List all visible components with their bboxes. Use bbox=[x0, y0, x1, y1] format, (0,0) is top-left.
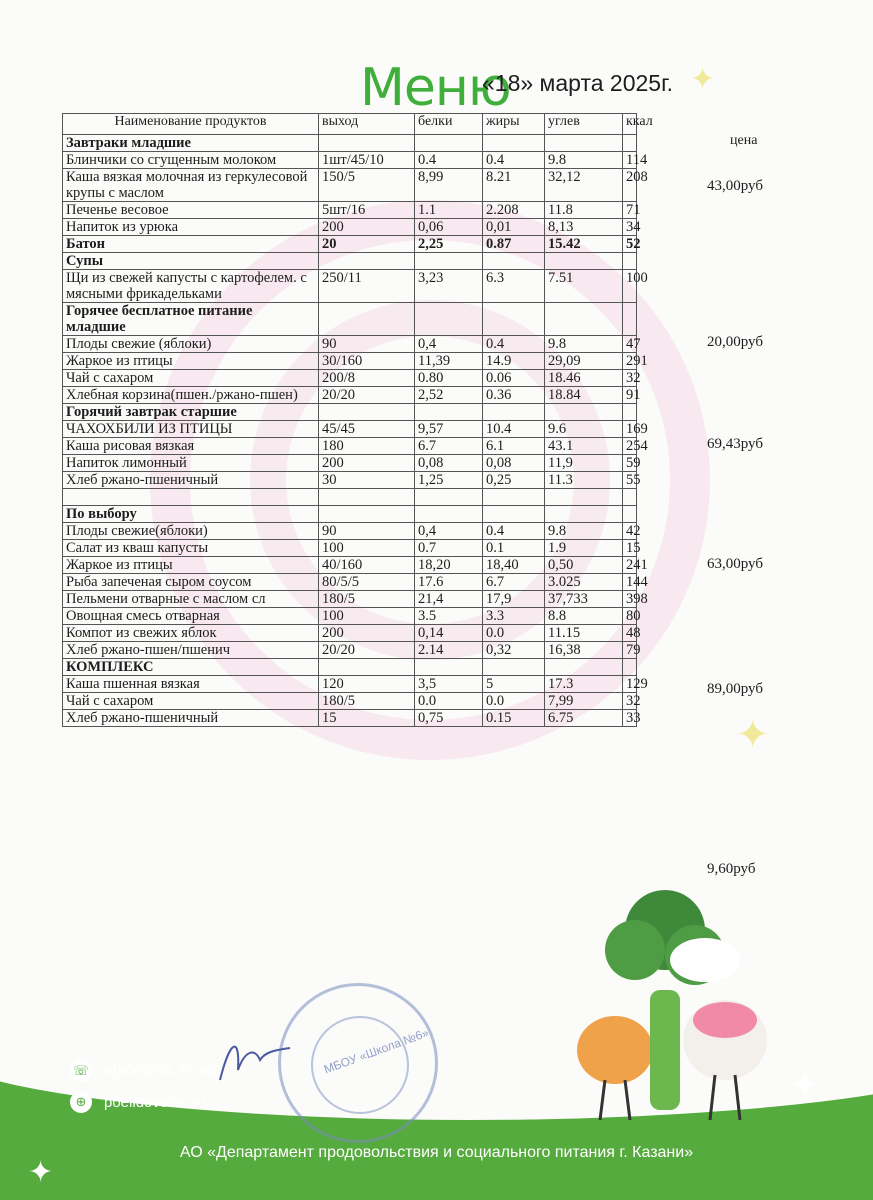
portion: 100 bbox=[319, 608, 415, 625]
section-title: По выбору bbox=[63, 506, 319, 523]
table-row bbox=[63, 202, 637, 219]
section-row bbox=[63, 506, 637, 523]
table-row bbox=[63, 370, 637, 387]
col-header: углев bbox=[545, 114, 623, 135]
contact-site bbox=[70, 1091, 206, 1113]
protein: 2,52 bbox=[415, 387, 483, 404]
section-row bbox=[63, 404, 637, 421]
section-title: КОМПЛЕКС bbox=[63, 659, 319, 676]
section-title: Завтраки младшие bbox=[63, 135, 319, 152]
kcal: 59 bbox=[623, 455, 637, 472]
fat: 0.4 bbox=[483, 523, 545, 540]
fat: 0.1 bbox=[483, 540, 545, 557]
fat: 8.21 bbox=[483, 169, 545, 202]
carbs: 16,38 bbox=[545, 642, 623, 659]
portion: 20/20 bbox=[319, 387, 415, 404]
section-title: Супы bbox=[63, 253, 319, 270]
protein: 21,4 bbox=[415, 591, 483, 608]
empty-cell bbox=[319, 253, 415, 270]
carbs: 8,13 bbox=[545, 219, 623, 236]
portion: 30 bbox=[319, 472, 415, 489]
portion: 100 bbox=[319, 540, 415, 557]
empty-cell bbox=[545, 253, 623, 270]
fat: 17,9 bbox=[483, 591, 545, 608]
kcal: 398 bbox=[623, 591, 637, 608]
kcal: 254 bbox=[623, 438, 637, 455]
dish-name: Печенье весовое bbox=[63, 202, 319, 219]
dish-name: Пельмени отварные с маслом сл bbox=[63, 591, 319, 608]
fat: 6.3 bbox=[483, 270, 545, 303]
table-row bbox=[63, 574, 637, 591]
protein: 0.0 bbox=[415, 693, 483, 710]
kcal: 32 bbox=[623, 370, 637, 387]
site-link[interactable]: poelidovolen.ru bbox=[104, 1093, 206, 1111]
protein: 2,25 bbox=[415, 236, 483, 253]
carbs: 11.15 bbox=[545, 625, 623, 642]
menu-date: «18» марта 2025г. bbox=[482, 70, 674, 96]
dish-name: Компот из свежих яблок bbox=[63, 625, 319, 642]
portion: 180/5 bbox=[319, 591, 415, 608]
carbs: 37,733 bbox=[545, 591, 623, 608]
dish-name: Овощная смесь отварная bbox=[63, 608, 319, 625]
fat: 5 bbox=[483, 676, 545, 693]
kcal: 291 bbox=[623, 353, 637, 370]
carbs: 17.3 bbox=[545, 676, 623, 693]
table-row bbox=[63, 336, 637, 353]
protein: 0,4 bbox=[415, 523, 483, 540]
dish-name: Хлеб ржано-пшен/пшенич bbox=[63, 642, 319, 659]
portion: 5шт/16 bbox=[319, 202, 415, 219]
fat: 6.7 bbox=[483, 574, 545, 591]
protein: 1,25 bbox=[415, 472, 483, 489]
menu-table bbox=[62, 113, 653, 727]
empty-cell bbox=[623, 404, 637, 421]
price-value: 9,60руб bbox=[707, 861, 756, 877]
kcal: 55 bbox=[623, 472, 637, 489]
table-row bbox=[63, 236, 637, 253]
protein: 18,20 bbox=[415, 557, 483, 574]
sparkle-icon: ✦ bbox=[736, 712, 770, 758]
dish-name: Каша пшенная вязкая bbox=[63, 676, 319, 693]
fat: 0.06 bbox=[483, 370, 545, 387]
carbs: 11,9 bbox=[545, 455, 623, 472]
empty-cell bbox=[623, 659, 637, 676]
dish-name: Плоды свежие(яблоки) bbox=[63, 523, 319, 540]
fat: 0.4 bbox=[483, 336, 545, 353]
dish-name: Блинчики со сгущенным молоком bbox=[63, 152, 319, 169]
fat: 0,32 bbox=[483, 642, 545, 659]
fat: 14.9 bbox=[483, 353, 545, 370]
empty-cell bbox=[415, 489, 483, 506]
empty-cell bbox=[623, 489, 637, 506]
protein: 9,57 bbox=[415, 421, 483, 438]
table-row bbox=[63, 591, 637, 608]
dish-name: Каша вязкая молочная из геркулесовой крупы с маслом bbox=[63, 169, 319, 202]
dish-name: Напиток лимонный bbox=[63, 455, 319, 472]
globe-icon: ⊕ bbox=[70, 1091, 92, 1113]
carbs: 1.9 bbox=[545, 540, 623, 557]
kcal: 47 bbox=[623, 336, 637, 353]
kcal: 33 bbox=[623, 710, 637, 727]
portion: 150/5 bbox=[319, 169, 415, 202]
portion: 200 bbox=[319, 219, 415, 236]
fat: 3.3 bbox=[483, 608, 545, 625]
fat: 0,25 bbox=[483, 472, 545, 489]
carbs: 7,99 bbox=[545, 693, 623, 710]
carbs: 43.1 bbox=[545, 438, 623, 455]
portion: 250/11 bbox=[319, 270, 415, 303]
col-header: ккал bbox=[623, 114, 637, 135]
dish-name: Каша рисовая вязкая bbox=[63, 438, 319, 455]
kcal: 80 bbox=[623, 608, 637, 625]
empty-cell bbox=[319, 659, 415, 676]
fat: 0.4 bbox=[483, 152, 545, 169]
portion: 45/45 bbox=[319, 421, 415, 438]
empty-cell bbox=[415, 253, 483, 270]
protein: 0,08 bbox=[415, 455, 483, 472]
section-row bbox=[63, 303, 637, 336]
table-row bbox=[63, 169, 637, 202]
fat: 0.0 bbox=[483, 625, 545, 642]
protein: 17.6 bbox=[415, 574, 483, 591]
carbs: 11.8 bbox=[545, 202, 623, 219]
price-value: 43,00руб bbox=[707, 178, 763, 194]
table-row bbox=[63, 693, 637, 710]
carbs: 6.75 bbox=[545, 710, 623, 727]
kcal: 71 bbox=[623, 202, 637, 219]
empty-cell bbox=[319, 506, 415, 523]
sparkle-icon: ✦ bbox=[790, 1065, 821, 1106]
portion: 80/5/5 bbox=[319, 574, 415, 591]
section-title: Горячее бесплатное питание младшие bbox=[63, 303, 319, 336]
empty-cell bbox=[545, 489, 623, 506]
table-row bbox=[63, 438, 637, 455]
portion: 90 bbox=[319, 336, 415, 353]
school-stamp bbox=[278, 983, 438, 1143]
table-row bbox=[63, 540, 637, 557]
kcal: 144 bbox=[623, 574, 637, 591]
carbs: 0,50 bbox=[545, 557, 623, 574]
protein: 0,14 bbox=[415, 625, 483, 642]
kcal: 169 bbox=[623, 421, 637, 438]
empty-cell bbox=[319, 404, 415, 421]
col-header: Наименование продуктов bbox=[63, 114, 319, 135]
kcal: 42 bbox=[623, 523, 637, 540]
protein: 1.1 bbox=[415, 202, 483, 219]
dish-name: Чай с сахаром bbox=[63, 370, 319, 387]
empty-cell bbox=[545, 303, 623, 336]
table-row bbox=[63, 625, 637, 642]
kcal: 79 bbox=[623, 642, 637, 659]
portion: 180 bbox=[319, 438, 415, 455]
empty-cell bbox=[415, 506, 483, 523]
carbs: 11.3 bbox=[545, 472, 623, 489]
sparkle-icon: ✦ bbox=[28, 1155, 54, 1190]
empty-cell bbox=[483, 303, 545, 336]
carbs: 32,12 bbox=[545, 169, 623, 202]
dish-name: Напиток из урюка bbox=[63, 219, 319, 236]
col-header: выход bbox=[319, 114, 415, 135]
dish-name: Чай с сахаром bbox=[63, 693, 319, 710]
fat: 2.208 bbox=[483, 202, 545, 219]
kcal: 32 bbox=[623, 693, 637, 710]
portion: 30/160 bbox=[319, 353, 415, 370]
empty-cell bbox=[63, 489, 319, 506]
empty-cell bbox=[623, 506, 637, 523]
protein: 6.7 bbox=[415, 438, 483, 455]
empty-cell bbox=[483, 506, 545, 523]
dish-name: ЧАХОХБИЛИ ИЗ ПТИЦЫ bbox=[63, 421, 319, 438]
empty-cell bbox=[319, 303, 415, 336]
price-header: цена bbox=[730, 133, 758, 148]
stamp-text: МБОУ «Школа №6» bbox=[321, 1025, 431, 1077]
portion: 200/8 bbox=[319, 370, 415, 387]
kcal: 208 bbox=[623, 169, 637, 202]
fat: 0.87 bbox=[483, 236, 545, 253]
section-row bbox=[63, 135, 637, 152]
kcal: 114 bbox=[623, 152, 637, 169]
portion: 120 bbox=[319, 676, 415, 693]
empty-cell bbox=[319, 135, 415, 152]
kcal: 34 bbox=[623, 219, 637, 236]
mascot-illustration bbox=[555, 880, 785, 1140]
dish-name: Жаркое из птицы bbox=[63, 557, 319, 574]
table-row bbox=[63, 608, 637, 625]
protein: 0.7 bbox=[415, 540, 483, 557]
fat: 10.4 bbox=[483, 421, 545, 438]
carbs: 9.8 bbox=[545, 336, 623, 353]
dish-name: Щи из свежей капусты с картофелем. с мясными фрикадельками bbox=[63, 270, 319, 303]
carbs: 9.6 bbox=[545, 421, 623, 438]
table-row bbox=[63, 455, 637, 472]
section-row bbox=[63, 659, 637, 676]
price-value: 89,00руб bbox=[707, 681, 763, 697]
portion: 200 bbox=[319, 455, 415, 472]
protein: 2.14 bbox=[415, 642, 483, 659]
empty-cell bbox=[623, 135, 637, 152]
phone-number[interactable]: 8(800)234-33-88 bbox=[104, 1062, 216, 1080]
fat: 0,01 bbox=[483, 219, 545, 236]
empty-cell bbox=[415, 404, 483, 421]
kcal: 48 bbox=[623, 625, 637, 642]
portion: 20/20 bbox=[319, 642, 415, 659]
empty-cell bbox=[415, 135, 483, 152]
dish-name: Хлебная корзина(пшен./ржано-пшен) bbox=[63, 387, 319, 404]
footer-organization: АО «Департамент продовольствия и социального питания г. Казани» bbox=[179, 1144, 694, 1161]
protein: 8,99 bbox=[415, 169, 483, 202]
empty-cell bbox=[483, 253, 545, 270]
portion: 90 bbox=[319, 523, 415, 540]
dish-name: Салат из кваш капусты bbox=[63, 540, 319, 557]
protein: 3,5 bbox=[415, 676, 483, 693]
empty-cell bbox=[545, 659, 623, 676]
empty-cell bbox=[623, 303, 637, 336]
table-header bbox=[63, 114, 637, 135]
protein: 0.80 bbox=[415, 370, 483, 387]
protein: 3.5 bbox=[415, 608, 483, 625]
protein: 0.4 bbox=[415, 152, 483, 169]
price-value: 20,00руб bbox=[707, 334, 763, 350]
dish-name: Рыба запеченая сыром соусом bbox=[63, 574, 319, 591]
protein: 0,75 bbox=[415, 710, 483, 727]
empty-cell bbox=[623, 253, 637, 270]
portion: 40/160 bbox=[319, 557, 415, 574]
kcal: 91 bbox=[623, 387, 637, 404]
empty-cell bbox=[483, 135, 545, 152]
table-row bbox=[63, 710, 637, 727]
empty-cell bbox=[415, 659, 483, 676]
portion: 200 bbox=[319, 625, 415, 642]
price-value: 63,00руб bbox=[707, 556, 763, 572]
table-row bbox=[63, 421, 637, 438]
fat: 0.0 bbox=[483, 693, 545, 710]
empty-cell bbox=[545, 506, 623, 523]
fat: 18,40 bbox=[483, 557, 545, 574]
empty-cell bbox=[545, 135, 623, 152]
empty-cell bbox=[415, 303, 483, 336]
table-row bbox=[63, 387, 637, 404]
carbs: 29,09 bbox=[545, 353, 623, 370]
fat: 0.15 bbox=[483, 710, 545, 727]
section-title: Горячий завтрак старшие bbox=[63, 404, 319, 421]
phone-icon: ☏ bbox=[70, 1060, 92, 1082]
table-row bbox=[63, 489, 637, 506]
protein: 11,39 bbox=[415, 353, 483, 370]
protein: 0,4 bbox=[415, 336, 483, 353]
fat: 0,08 bbox=[483, 455, 545, 472]
dish-name: Хлеб ржано-пшеничный bbox=[63, 472, 319, 489]
col-header: жиры bbox=[483, 114, 545, 135]
sparkle-icon: ✦ bbox=[690, 62, 716, 97]
portion: 20 bbox=[319, 236, 415, 253]
kcal: 15 bbox=[623, 540, 637, 557]
carbs: 18.84 bbox=[545, 387, 623, 404]
contact-phone bbox=[70, 1060, 216, 1082]
portion: 15 bbox=[319, 710, 415, 727]
fat: 6.1 bbox=[483, 438, 545, 455]
dish-name: Плоды свежие (яблоки) bbox=[63, 336, 319, 353]
empty-cell bbox=[319, 489, 415, 506]
table-row bbox=[63, 676, 637, 693]
table-row bbox=[63, 270, 637, 303]
fat: 0.36 bbox=[483, 387, 545, 404]
empty-cell bbox=[483, 489, 545, 506]
table-row bbox=[63, 642, 637, 659]
kcal: 129 bbox=[623, 676, 637, 693]
menu-title: Меню bbox=[360, 58, 511, 118]
carbs: 15.42 bbox=[545, 236, 623, 253]
table-row bbox=[63, 557, 637, 574]
dish-name: Жаркое из птицы bbox=[63, 353, 319, 370]
empty-cell bbox=[483, 404, 545, 421]
table-row bbox=[63, 472, 637, 489]
section-row bbox=[63, 253, 637, 270]
table-row bbox=[63, 219, 637, 236]
table-row bbox=[63, 152, 637, 169]
portion: 180/5 bbox=[319, 693, 415, 710]
carbs: 3.025 bbox=[545, 574, 623, 591]
signature-image bbox=[210, 1030, 300, 1090]
table-row bbox=[63, 523, 637, 540]
carbs: 9.8 bbox=[545, 152, 623, 169]
dish-name: Батон bbox=[63, 236, 319, 253]
empty-cell bbox=[483, 659, 545, 676]
kcal: 241 bbox=[623, 557, 637, 574]
kcal: 52 bbox=[623, 236, 637, 253]
empty-cell bbox=[545, 404, 623, 421]
price-value: 69,43руб bbox=[707, 436, 763, 452]
carbs: 8.8 bbox=[545, 608, 623, 625]
carbs: 9.8 bbox=[545, 523, 623, 540]
kcal: 100 bbox=[623, 270, 637, 303]
dish-name: Хлеб ржано-пшеничный bbox=[63, 710, 319, 727]
carbs: 7.51 bbox=[545, 270, 623, 303]
table-row bbox=[63, 353, 637, 370]
protein: 0,06 bbox=[415, 219, 483, 236]
portion: 1шт/45/10 bbox=[319, 152, 415, 169]
carbs: 18.46 bbox=[545, 370, 623, 387]
col-header: белки bbox=[415, 114, 483, 135]
protein: 3,23 bbox=[415, 270, 483, 303]
